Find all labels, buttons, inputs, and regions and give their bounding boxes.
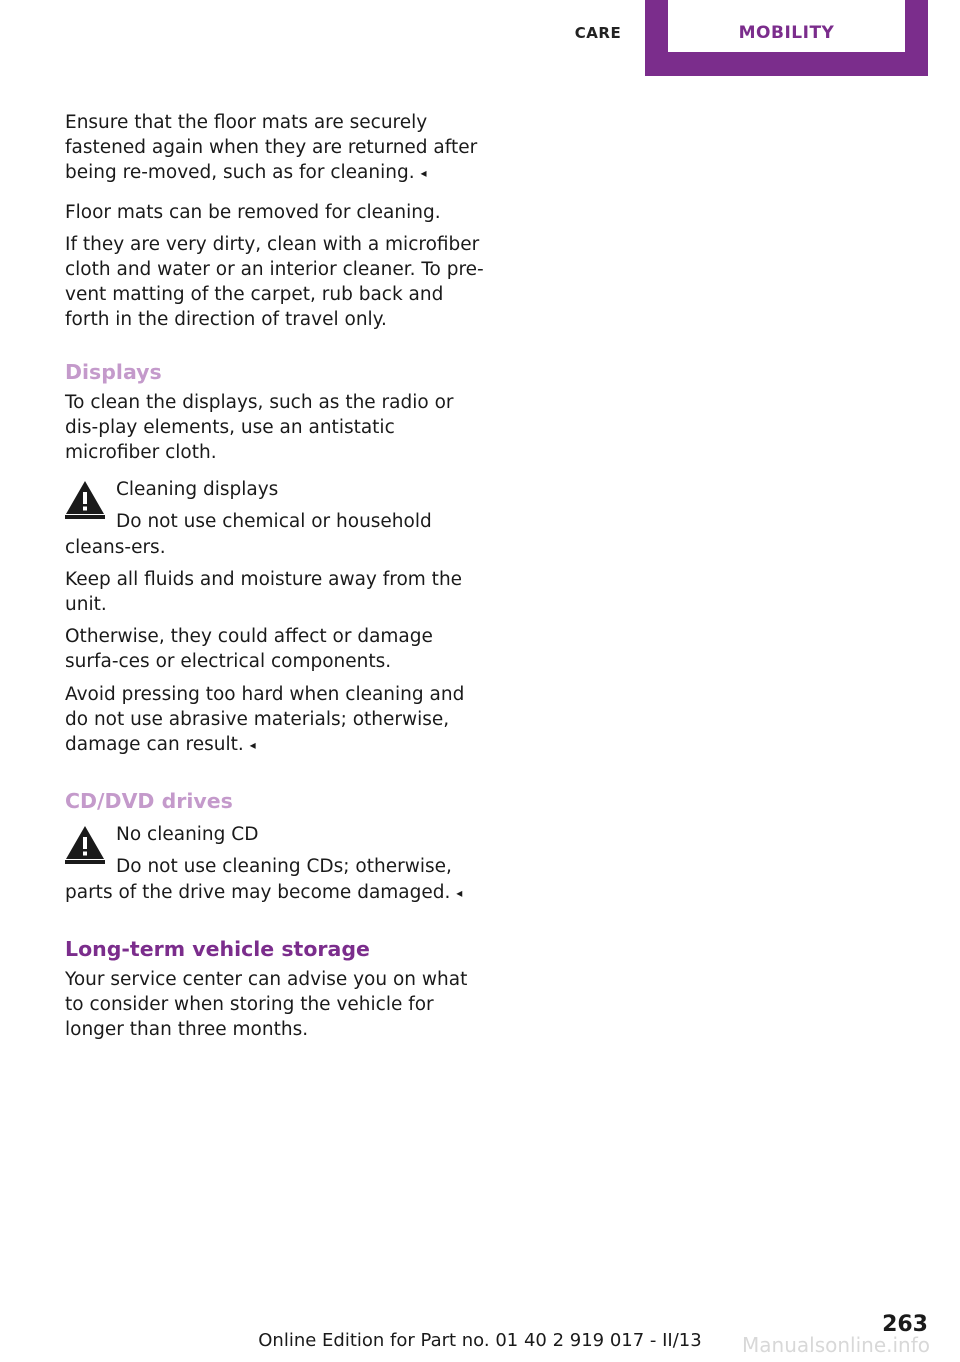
paragraph-long-term-storage: Your service center can advise you on what to consider when storing the vehicle for longer than three months. <box>65 968 468 1041</box>
header-tab-label: MOBILITY <box>738 23 835 43</box>
footer-edition: Online Edition for Part no. 01 40 2 919 017 - II/13 <box>258 1330 702 1351</box>
heading-cd-dvd-drives: CD/DVD drives <box>65 789 233 814</box>
end-mark: ◂ <box>249 738 256 753</box>
warning-text-cleaning-cds: Do not use cleaning CDs; otherwise, parts of the drive may become damaged. ◂ <box>65 856 463 903</box>
warning-triangle-icon <box>65 824 105 864</box>
page-number: 263 <box>882 1312 928 1337</box>
warning-title-cleaning-displays: Cleaning displays <box>116 479 279 501</box>
header-section-label: CARE <box>574 24 622 42</box>
end-mark: ◂ <box>420 166 427 181</box>
warning-no-cleaning-cd <box>65 822 485 906</box>
warning-cleaning-displays <box>65 477 485 560</box>
paragraph-floor-mats-cleaning: If they are very dirty, clean with a microfiber cloth and water or an interior cleaner. To pre‐vent matting of the carpet, rub back and forth in the direction of travel only. <box>65 233 484 331</box>
warning-triangle-icon <box>65 479 105 519</box>
warning-text-pressing: Avoid pressing too hard when cleaning and do not use abrasive materials; otherwise, damage can result. ◂ <box>65 683 465 756</box>
paragraph-floor-mats-fasten: Ensure that the floor mats are securely fastened again when they are returned after being re‐moved, such as for cleaning. ◂ <box>65 112 478 184</box>
header-tab-inner <box>668 0 905 52</box>
warning-title-no-cleaning-cd: No cleaning CD <box>116 824 259 846</box>
end-mark: ◂ <box>456 885 463 900</box>
warning-text-damage: Otherwise, they could affect or damage surfa‐ces or electrical components. <box>65 626 433 673</box>
main-column <box>65 110 485 1042</box>
header-chapter-tab <box>645 0 928 76</box>
heading-long-term-storage: Long-term vehicle storage <box>65 936 370 961</box>
paragraph-displays-intro: To clean the displays, such as the radio or dis‐play elements, use an antistatic microfiber cloth. <box>65 391 454 464</box>
watermark: Manualsonline.info <box>742 1333 930 1357</box>
warning-text-fluids: Keep all fluids and moisture away from the unit. <box>65 568 463 616</box>
paragraph-floor-mats-removable: Floor mats can be removed for cleaning. <box>65 201 441 223</box>
warning-text-chemicals: Do not use chemical or household cleans‐ers. <box>65 511 432 558</box>
heading-displays: Displays <box>65 359 162 384</box>
